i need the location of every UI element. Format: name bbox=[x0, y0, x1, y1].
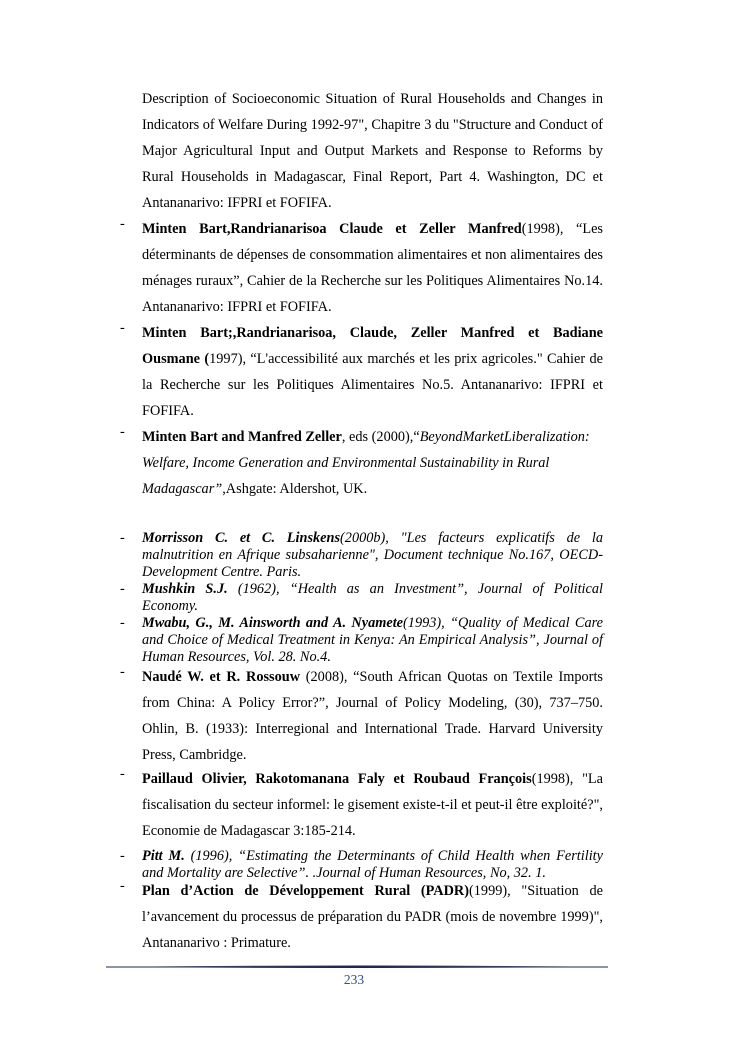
reference-author: Morrisson C. et C. Linskens bbox=[142, 530, 341, 546]
bullet-dash: - bbox=[120, 615, 125, 631]
reference-continuation: Description of Socioeconomic Situation of Rural Households and Changes in Indicators of Welfare During 1992-97", Chapitre 3 du "Structure and Conduct of Major Agricultural Input and Output Markets and Response to Reforms by Rural Households in Madagascar, Final Report, Part 4. Washington, DC et Antananarivo: IFPRI et FOFIFA. bbox=[142, 91, 603, 211]
reference-text bbox=[142, 664, 603, 768]
reference-details: , eds (2000),“ bbox=[341, 429, 420, 445]
reference-details: (1993), “Quality of Medical Care and Choice of Medical Treatment in Kenya: An Empirical Analysis”, Journal of Human Resources, Vol. 28. No.4. bbox=[142, 615, 603, 665]
bullet-dash: - bbox=[120, 878, 125, 894]
reference-details: (1996), “Estimating the Determinants of Child Health when Fertility and Mortality are Selective”. .Journal of Human Resources, No, 32. 1. bbox=[142, 848, 603, 881]
reference-details: (1998), "La fiscalisation du secteur informel: le gisement existe-t-il et peut-il être exploité?", Economie de Madagascar 3:185-214. bbox=[142, 771, 603, 839]
bullet-dash: - bbox=[120, 530, 125, 546]
reference-title: BeyondMarketLiberalization: Welfare, Income Generation and Environmental Sustainability in Rural Madagascar” bbox=[142, 429, 590, 497]
reference-text bbox=[142, 216, 603, 320]
reference-details: (1999), "Situation de l’avancement du processus de préparation du PADR (mois de novembre 1999)", Antananarivo : Primature. bbox=[142, 883, 603, 951]
reference-author: Plan d’Action de Développement Rural (PADR) bbox=[142, 883, 470, 899]
reference-author: Minten Bart;,Randrianarisoa, Claude, Zeller Manfred et Badiane Ousmane ( bbox=[142, 325, 603, 367]
reference-author: Naudé W. et R. Rossouw bbox=[142, 669, 301, 685]
reference-author: Pitt M. bbox=[142, 848, 185, 864]
reference-author: Paillaud Olivier, Rakotomanana Faly et Roubaud François bbox=[142, 771, 532, 787]
footer-rule bbox=[106, 962, 608, 972]
reference-author: Mwabu, G., M. Ainsworth and A. Nyamete bbox=[142, 615, 404, 631]
reference-text bbox=[142, 530, 603, 581]
reference-author: Minten Bart,Randrianarisoa Claude et Zeller Manfred bbox=[142, 221, 522, 237]
reference-author: Minten Bart and Manfred Zeller bbox=[142, 429, 342, 445]
reference-text bbox=[142, 581, 603, 615]
reference-text bbox=[142, 878, 603, 956]
bullet-dash: - bbox=[120, 664, 125, 680]
reference-text bbox=[142, 615, 603, 666]
reference-details: (2000b), "Les facteurs explicatifs de la malnutrition en Afrique subsaharienne", Document technique No.167, OECD-Development Centre. Paris. bbox=[142, 530, 603, 580]
reference-text bbox=[142, 424, 603, 502]
reference-details: (1962), “Health as an Investment”, Journal of Political Economy. bbox=[142, 581, 603, 614]
reference-author: Mushkin S.J. bbox=[142, 581, 228, 597]
bullet-dash: - bbox=[120, 766, 125, 782]
bullet-dash: - bbox=[120, 581, 125, 597]
bullet-dash: - bbox=[120, 424, 125, 440]
bullet-dash: - bbox=[120, 216, 125, 232]
reference-text bbox=[142, 320, 603, 424]
reference-text bbox=[142, 766, 603, 844]
bullet-dash: - bbox=[120, 848, 125, 864]
page-number: 233 bbox=[343, 972, 365, 987]
reference-details: ,Ashgate: Aldershot, UK. bbox=[222, 481, 368, 497]
reference-details: (2008), “South African Quotas on Textile Imports from China: A Policy Error?”, Journal of Policy Modeling, (30), 737–750. Ohlin, B. (1933): Interregional and International Trade. Harvard University Press, Cambridge. bbox=[142, 669, 603, 763]
bullet-dash: - bbox=[120, 320, 125, 336]
reference-text bbox=[142, 848, 603, 882]
reference-details: (1998), “Les déterminants de dépenses de consommation alimentaires et non alimentaires des ménages ruraux”, Cahier de la Recherche sur les Politiques Alimentaires No.14. Antananarivo: IFPRI et FOFIFA. bbox=[142, 221, 603, 315]
footer-rule-graphic bbox=[106, 962, 608, 972]
reference-details: 1997), “L'accessibilité aux marchés et les prix agricoles." Cahier de la Recherche sur les Politiques Alimentaires No.5. Antananarivo: IFPRI et FOFIFA. bbox=[142, 351, 603, 419]
